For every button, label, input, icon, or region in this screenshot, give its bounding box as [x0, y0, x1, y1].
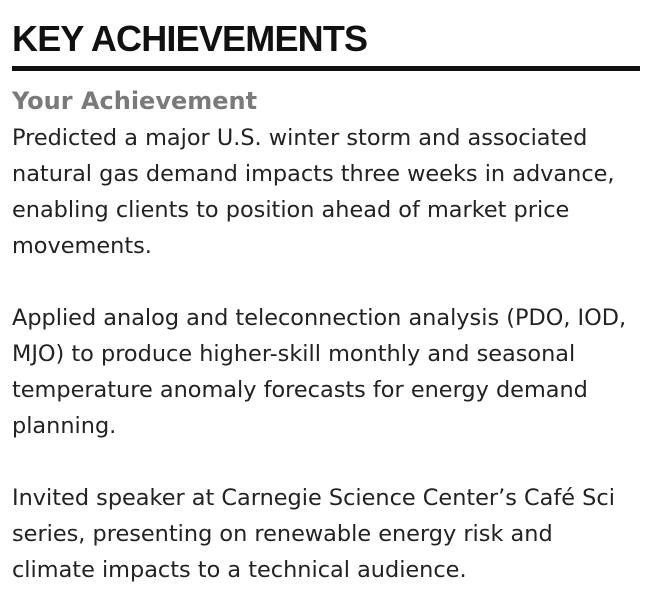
- achievement-item: Applied analog and teleconnection analysis (PDO, IOD, MJO) to produce higher-skill monthly and seasonal temperature anomaly forecasts for energy demand planning.: [12, 305, 627, 439]
- section-divider: [12, 66, 640, 71]
- achievement-list: [12, 120, 640, 588]
- achievement-item: Predicted a major U.S. winter storm and associated natural gas demand impacts three weeks in advance, enabling clients to position ahead of market price movements.: [12, 125, 615, 259]
- key-achievements-section: [12, 0, 640, 588]
- achievement-item: Invited speaker at Carnegie Science Center’s Café Sci series, presenting on renewable energy risk and climate impacts to a technical audience.: [12, 485, 615, 583]
- section-title: KEY ACHIEVEMENTS: [12, 18, 368, 59]
- achievement-subheading: Your Achievement: [12, 87, 258, 115]
